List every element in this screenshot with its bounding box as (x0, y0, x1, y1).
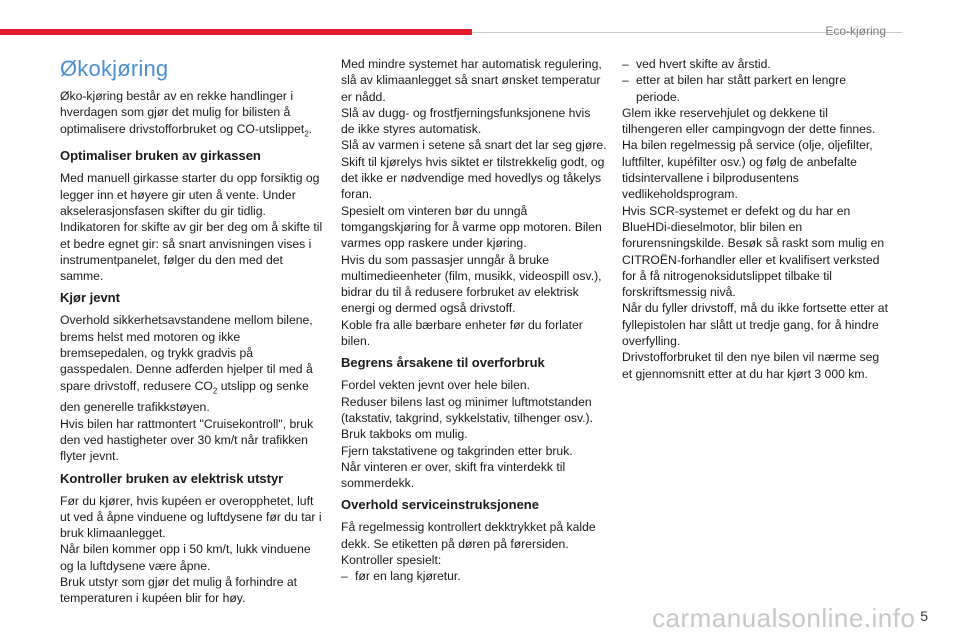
intro-paragraph: Øko-kjøring består av en rekke handlinger i hverdagen som gjør det mulig for bilisten å optimalisere drivstofforbruket og CO-utslippet$_2$. (60, 89, 313, 139)
paragraph: Bruk takboks om mulig. (341, 427, 468, 442)
list-item: – ved hvert skifte av årstid. (622, 57, 771, 71)
paragraph: Spesielt om vinteren bør du unngå tomgangskjøring for å varme opp motoren. Bilen varmes opp raskere under kjøring. (341, 203, 602, 251)
column-1 (60, 88, 324, 607)
paragraph: Når vinteren er over, skift fra vinterdekk til sommerdekk. (341, 459, 566, 491)
paragraph: Hvis bilen har rattmontert "Cruisekontroll", bruk den ved hastigheter over 30 km/t når trafikken flyter jevnt. (60, 416, 314, 464)
paragraph: Når bilen kommer opp i 50 km/t, lukk vinduene og la luftdysene være åpne. (60, 542, 311, 573)
paragraph: Koble fra alle bærbare enheter før du forlater bilen. (341, 317, 583, 349)
paragraph: Slå av varmen i setene så snart det lar seg gjøre. (341, 138, 607, 153)
heading-service: Overhold serviceinstruksjonene (341, 497, 539, 513)
watermark: carmanualsonline.info (652, 603, 916, 633)
paragraph: Med mindre systemet har automatisk regulering, slå av klimaanlegget så snart ønsket temperatur er nådd. (341, 57, 602, 104)
paragraph: Før du kjører, hvis kupéen er overopphetet, luft ut ved å åpne vinduene og luftdysene før du tar i bruk klimaanlegget. (60, 493, 322, 541)
heading-gearbox: Optimaliser bruken av girkassen (60, 148, 261, 164)
paragraph: Fordel vekten jevnt over hele bilen. (341, 378, 531, 393)
paragraph: Kontroller spesielt: (341, 553, 442, 568)
paragraph: Overhold sikkerhetsavstandene mellom bilene, brems helst med motoren og ikke bremsepedalen, og trykk gradvis på gasspedalen. Denne adferden hjelper til med å spare drivstoff, redusere $CO_2$ utslipp og senke den generelle trafikkstøyen. (60, 313, 313, 415)
paragraph: Drivstofforbruket til den nye bilen vil nærme seg et gjennomsnitt etter at du har kjørt 3 000 km. (622, 350, 880, 381)
heading-electrical: Kontroller bruken av elektrisk utstyr (60, 470, 284, 486)
paragraph: Fjern takstativene og takgrinden etter bruk. (341, 443, 573, 458)
paragraph: Bruk utstyr som gjør det mulig å forhindre at temperaturen i kupéen blir for høy. (60, 575, 298, 606)
paragraph: Når du fyller drivstoff, må du ikke fortsette etter at fyllepistolen har slått ut tredje gang, for å hindre overfylling. (622, 301, 888, 349)
paragraph: Slå av dugg- og frostfjerningsfunksjonene hvis de ikke styres automatisk. (341, 105, 591, 137)
paragraph: Indikatoren for skifte av gir ber deg om å skifte til et bedre egnet gir: så snart anvisningen vises i instrumentpanelet, følger du den med det samme. (60, 220, 323, 284)
column-3 (622, 56, 888, 382)
paragraph: Med manuell girkasse starter du opp forsiktig og legger inn et høyere gir uten å vente. Under akselerasjonsfasen skifter du gir tidlig. (60, 171, 320, 218)
page-title: Økokjøring (60, 56, 169, 81)
page-number: 5 (920, 608, 928, 624)
paragraph: Skift til kjørelys hvis siktet er tilstrekkelig godt, og det ikke er nødvendige med hovedlys og tåkelys foran. (341, 154, 605, 202)
heading-overconsumption: Begrens årsakene til overforbruk (341, 355, 545, 371)
paragraph: Reduser bilens last og minimer luftmotstanden (takstativ, takgrind, sykkelstativ, tilhenger osv.). (341, 394, 593, 425)
list-item: – før en lang kjøretur. (341, 569, 461, 584)
section-label: Eco-kjøring (825, 24, 886, 38)
paragraph: Glem ikke reservehjulet og dekkene til tilhengeren eller campingvogn der dette finnes. (622, 105, 876, 137)
heading-drive-smoothly: Kjør jevnt (60, 290, 120, 306)
paragraph: Få regelmessig kontrollert dekktrykket på kalde dekk. Se etiketten på døren på førersiden. (341, 520, 596, 551)
column-2 (341, 56, 607, 585)
paragraph: Hvis du som passasjer unngår å bruke multimedieenheter (film, musikk, videospill osv.), bidrar du til å redusere forbruket av elektrisk energi og dermed også drivstoff. (341, 252, 602, 316)
paragraph: Ha bilen regelmessig på service (olje, oljefilter, luftfilter, kupéfilter osv.) og følg de anbefalte tidsintervallene i bilprodusentens vedlikeholdsprogram. (622, 138, 873, 202)
header-red-bar (0, 29, 472, 35)
list-item: – etter at bilen har stått parkert en lengre periode. (622, 73, 847, 104)
paragraph: Hvis SCR-systemet er defekt og du har en BlueHDi-dieselmotor, blir bilen en forurensningskilde. Besøk så raskt som mulig en CITROËN-forhandler eller et kvalifisert verksted for å få nitrogenoksidutslippet tilbake til forskriftsmessig nivå. (622, 203, 885, 300)
